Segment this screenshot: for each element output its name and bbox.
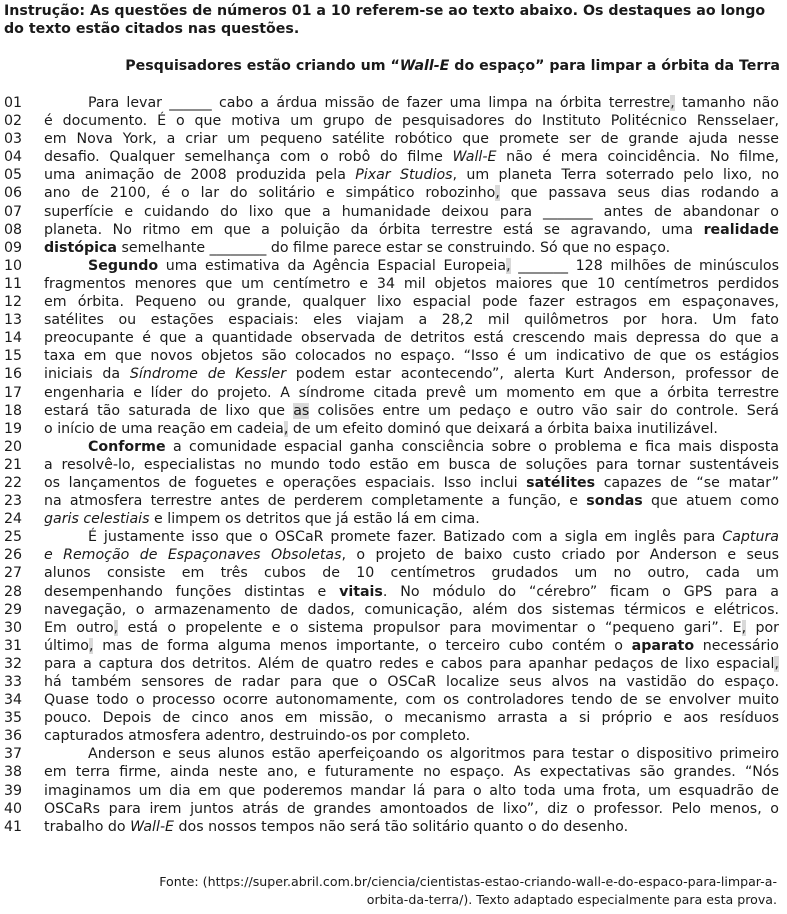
text-line	[0, 655, 787, 673]
highlighted-mark: ,	[113, 619, 119, 636]
line-number: 15	[4, 348, 23, 365]
line-number: 07	[4, 203, 23, 220]
text-segment: a resolvê-lo, especialistas no mundo todo estão em busca de soluções para tornar sustentáveis	[44, 456, 779, 473]
line-number: 37	[4, 746, 23, 763]
text-segment: em Nova York, a criar um pequeno satélite robótico que promete ser de grande ajuda nesse	[44, 131, 779, 148]
text-segment: Em outro	[44, 619, 114, 636]
line-number: 05	[4, 167, 23, 184]
text-line	[0, 420, 787, 438]
text-segment: uma animação de 2008 produzida pela	[44, 167, 356, 184]
source-line: orbita-da-terra/). Texto adaptado especialmente para esta prova.	[366, 892, 777, 907]
title-italic: Wall-E	[399, 58, 450, 74]
text-line	[0, 818, 787, 836]
line-text	[44, 691, 779, 709]
text-segment: de um efeito dominó que deixará a órbita baixa inutilizável.	[288, 420, 718, 437]
line-number: 23	[4, 493, 23, 510]
text-segment: navegação, o armazenamento de dados, comunicação, além dos sistemas térmicos e elétricos.	[44, 601, 779, 618]
text-segment: para a captura dos detritos. Além de quatro redes e cabos para apanhar pedaços de lixo espacial	[44, 655, 775, 672]
line-text	[44, 763, 779, 781]
line-number: 02	[4, 113, 23, 130]
text-segment: tamanho não	[674, 95, 779, 111]
text-segment: a comunidade espacial ganha consciência sobre o problema e fica mais disposta	[165, 438, 779, 455]
highlighted-mark: ,	[495, 185, 500, 202]
line-text	[44, 619, 779, 637]
italic-term: garis celestiais	[44, 511, 150, 528]
text-line	[0, 637, 787, 655]
line-number: 06	[4, 185, 23, 202]
text-segment: podem estar acontecendo”, alerta Kurt Anderson, professor de	[286, 366, 779, 383]
text-segment: último	[44, 637, 89, 654]
text-line	[0, 601, 787, 619]
line-text	[44, 564, 779, 582]
text-segment: fragmentos menores que um centímetro e 34 mil objetos maiores que 10 centímetros perdidos	[44, 275, 779, 292]
text-segment: Quase todo o processo ocorre autonomamente, com os controladores tendo de se envolver muito	[44, 692, 779, 709]
line-text	[44, 456, 779, 474]
line-text	[44, 184, 779, 202]
text-segment: planeta. No ritmo em que a poluição da órbita terrestre está se agravando, uma	[44, 221, 704, 238]
highlighted-mark: ,	[506, 257, 511, 274]
line-text	[44, 510, 779, 528]
text-segment: os lançamentos de foguetes e operações espaciais. Isso inclui	[44, 474, 527, 491]
line-text	[44, 709, 779, 727]
text-line	[0, 94, 787, 112]
line-text	[44, 818, 779, 836]
text-line	[0, 365, 787, 383]
text-segment: mas de forma alguma menos importante, o terceiro cubo contém o	[93, 637, 632, 654]
text-line	[0, 203, 787, 221]
line-number: 41	[4, 818, 23, 835]
line-text	[44, 329, 779, 347]
text-line	[0, 239, 787, 257]
text-segment: Para levar ______ cabo a árdua missão de fazer uma limpa na órbita terrestre	[88, 95, 671, 111]
text-line	[0, 257, 787, 275]
line-text	[88, 745, 779, 763]
line-text	[44, 311, 779, 329]
text-segment: há também sensores de radar para que o OSCaR localize seus alvos na vastidão do espaço.	[44, 674, 779, 690]
italic-term: e Remoção de Espaçonaves Obsoletas	[44, 547, 342, 564]
text-line	[0, 528, 787, 546]
text-segment: iniciais da	[44, 366, 130, 383]
line-text	[44, 420, 779, 438]
text-segment: é documento. É o que motiva um grupo de pesquisadores do Instituto Politécnico Rensselaer,	[44, 113, 779, 130]
text-line	[0, 112, 787, 130]
line-number: 14	[4, 330, 23, 347]
text-line	[0, 763, 787, 781]
text-segment: . No módulo do “cérebro” ficam o GPS para a	[382, 583, 779, 600]
text-line	[0, 474, 787, 492]
highlighted-mark: ,	[741, 619, 747, 636]
text-line	[0, 492, 787, 510]
text-segment: desempenhando funções distintas e	[44, 583, 340, 600]
line-number: 32	[4, 655, 23, 672]
text-segment: ano de 2100, é o lar do solitário e simpático robozinho	[44, 185, 496, 202]
text-segment: imaginamos um dia em que poderemos mandar lá para o alto toda uma frota, um esquadrão de	[44, 782, 779, 799]
text-line	[0, 800, 787, 818]
text-segment: colisões entre um pedaço e outro vão sair do controle. Será	[309, 402, 779, 419]
line-number: 39	[4, 782, 23, 799]
text-segment: desafio. Qualquer semelhança com o robô do filme	[44, 149, 453, 166]
text-segment: alunos consiste em três cubos de 10 centímetros grudados um no outro, cada um	[44, 565, 779, 582]
highlighted-mark: ,	[283, 420, 289, 437]
line-text	[44, 293, 779, 311]
text-segment: OSCaRs para irem juntos atrás de grandes amontoados de lixo”, diz o professor. Pelo menos, o	[44, 800, 779, 817]
bold-term: aparato	[631, 637, 695, 654]
title-part: Pesquisadores estão criando um “	[125, 58, 400, 74]
text-segment: necessário	[694, 637, 779, 654]
text-line	[0, 221, 787, 239]
text-segment: pouco. Depois de cinco anos em missão, o mecanismo arrasta a si próprio e aos resíduos	[44, 710, 779, 727]
line-number: 11	[4, 275, 23, 292]
highlighted-mark: ,	[88, 637, 94, 654]
line-text	[44, 583, 779, 601]
text-segment: na atmosfera terrestre antes de perderem completamente a função, e	[44, 493, 587, 510]
instruction-text: Instrução: As questões de números 01 a 10 referem-se ao texto abaixo. Os destaques ao longo do texto estão citados nas questões.	[4, 3, 766, 37]
bold-term: Segundo	[88, 257, 159, 274]
line-number: 22	[4, 474, 23, 491]
line-number: 29	[4, 601, 23, 618]
text-segment: dos nossos tempos não será tão solitário quanto o do desenho.	[174, 818, 629, 835]
text-line	[0, 275, 787, 293]
text-line	[0, 438, 787, 456]
text-segment: não é mera coincidência. No filme,	[496, 149, 779, 166]
line-number: 21	[4, 456, 23, 473]
text-line	[0, 347, 787, 365]
text-line	[0, 745, 787, 763]
italic-term: Síndrome de Kessler	[129, 366, 287, 383]
text-line	[0, 456, 787, 474]
text-line	[0, 384, 787, 402]
text-segment: e limpem os detritos que já estão lá em cima.	[149, 511, 480, 528]
line-number: 25	[4, 529, 23, 546]
line-text	[44, 546, 779, 564]
text-line	[0, 619, 787, 637]
text-segment: o início de uma reação em cadeia	[44, 420, 284, 437]
line-text	[44, 402, 779, 420]
line-text	[44, 203, 779, 221]
text-line	[0, 402, 787, 420]
line-number: 13	[4, 312, 23, 329]
text-segment: por	[746, 619, 780, 636]
text-line	[0, 709, 787, 727]
text-segment: , o projeto de baixo custo criado por Anderson e seus	[341, 547, 779, 564]
line-text	[44, 166, 779, 184]
line-text	[44, 112, 779, 130]
line-text	[44, 148, 779, 166]
text-line	[0, 673, 787, 691]
line-number: 18	[4, 402, 23, 419]
highlighted-mark: ,	[670, 95, 675, 111]
line-number: 12	[4, 294, 23, 311]
line-number: 31	[4, 637, 23, 654]
line-text	[44, 221, 779, 239]
text-line	[0, 727, 787, 745]
title-part: do espaço” para limpar a órbita da Terra	[449, 58, 780, 74]
text-line	[0, 148, 787, 166]
line-number: 10	[4, 257, 23, 274]
line-number: 16	[4, 366, 23, 383]
text-line	[0, 166, 787, 184]
italic-term: Captura	[722, 529, 779, 546]
line-text	[44, 492, 779, 510]
text-line	[0, 564, 787, 582]
text-line	[0, 293, 787, 311]
line-text	[44, 637, 779, 655]
text-segment: _______ 128 milhões de minúsculos	[510, 257, 779, 274]
line-text	[88, 528, 779, 546]
text-line	[0, 311, 787, 329]
line-number: 38	[4, 764, 23, 781]
text-segment: satélites ou estações espaciais: eles viajam a 28,2 mil quilômetros por hora. Um fato	[44, 312, 779, 329]
line-text	[88, 94, 779, 112]
text-segment: Anderson e seus alunos estão aperfeiçoando os algoritmos para testar o dispositivo primeiro	[88, 746, 779, 763]
line-number: 27	[4, 565, 23, 582]
text-segment: preocupante é que a quantidade observada de detritos está crescendo mais depressa do que a	[44, 330, 779, 347]
text-line	[0, 583, 787, 601]
text-segment: semelhante ________ do filme parece estar se construindo. Só que no espaço.	[117, 239, 671, 256]
numbered-text	[0, 94, 787, 836]
source-line: Fonte: (https://super.abril.com.br/ciencia/cientistas-estao-criando-wall-e-do-espaco-para-limpar-a-	[159, 874, 777, 889]
line-text	[44, 365, 779, 383]
line-text	[44, 800, 779, 818]
text-segment: estará tão saturada de lixo que	[44, 402, 294, 419]
line-number: 34	[4, 692, 23, 709]
article-title	[0, 57, 780, 75]
text-segment: que passava seus dias rodando a	[499, 185, 779, 202]
line-number: 26	[4, 547, 23, 564]
highlighted-mark: as	[293, 402, 310, 419]
highlighted-mark: ,	[774, 655, 779, 672]
line-text	[44, 601, 779, 619]
text-segment: em órbita. Pequeno ou grande, qualquer lixo espacial pode fazer estragos em espaçonaves,	[44, 294, 779, 311]
line-text	[44, 655, 779, 673]
text-segment: capturados atmosfera adentro, destruindo-os por completo.	[44, 728, 471, 745]
source-citation	[57, 873, 777, 909]
text-segment: taxa em que novos objetos são colocados no espaço. “Isso é um indicativo de que os estágios	[44, 348, 779, 365]
line-number: 36	[4, 728, 23, 745]
line-number: 08	[4, 221, 23, 238]
bold-term: distópica	[44, 239, 117, 256]
line-number: 01	[4, 95, 23, 111]
line-number: 30	[4, 619, 23, 636]
italic-term: Wall-E	[452, 149, 497, 166]
text-line	[0, 329, 787, 347]
line-number: 28	[4, 583, 23, 600]
italic-term: Pixar Studios	[355, 167, 453, 184]
line-text	[44, 347, 779, 365]
line-number: 33	[4, 674, 23, 690]
text-line	[0, 130, 787, 148]
bold-term: sondas	[586, 493, 643, 510]
text-line	[0, 691, 787, 709]
text-line	[0, 782, 787, 800]
bold-term: vitais	[339, 583, 383, 600]
line-number: 20	[4, 438, 23, 455]
line-text	[44, 130, 779, 148]
line-number: 24	[4, 511, 23, 528]
line-text	[88, 257, 779, 275]
line-text	[44, 782, 779, 800]
line-text	[44, 474, 779, 492]
text-segment: uma estimativa da Agência Espacial Europeia	[158, 257, 507, 274]
line-number: 09	[4, 239, 23, 256]
line-number: 35	[4, 710, 23, 727]
text-segment: trabalho do	[44, 818, 131, 835]
bold-term: satélites	[526, 474, 596, 491]
line-text	[44, 727, 779, 745]
text-segment: capazes de “se matar”	[595, 474, 779, 491]
text-segment: que atuem como	[642, 493, 779, 510]
text-segment: engenharia e líder do projeto. A síndrome citada prevê um momento em que a órbita terrestre	[44, 384, 779, 401]
text-segment: É justamente isso que o OSCaR promete fazer. Batizado com a sigla em inglês para	[88, 529, 723, 546]
text-line	[0, 546, 787, 564]
line-text	[44, 239, 779, 257]
text-segment: superfície e cuidando do lixo que a humanidade deixou para _______ antes de abandonar o	[44, 203, 779, 220]
italic-term: Wall-E	[130, 818, 175, 835]
text-line	[0, 184, 787, 202]
line-number: 40	[4, 800, 23, 817]
line-text	[44, 384, 779, 402]
line-number: 04	[4, 149, 23, 166]
line-number: 19	[4, 420, 23, 437]
text-segment: em terra firme, ainda neste ano, e futuramente no espaço. As expectativas são grandes. “Nós	[44, 764, 779, 781]
line-number: 17	[4, 384, 23, 401]
bold-term: Conforme	[88, 438, 166, 455]
line-text	[88, 438, 779, 456]
line-number: 03	[4, 131, 23, 148]
line-text	[44, 673, 779, 691]
text-line	[0, 510, 787, 528]
bold-term: realidade	[703, 221, 779, 238]
text-segment: está o propelente e o sistema propulsor para movimentar o “pequeno gari”. E	[118, 619, 742, 636]
text-segment: , um planeta Terra soterrado pelo lixo, no	[452, 167, 780, 184]
line-text	[44, 275, 779, 293]
